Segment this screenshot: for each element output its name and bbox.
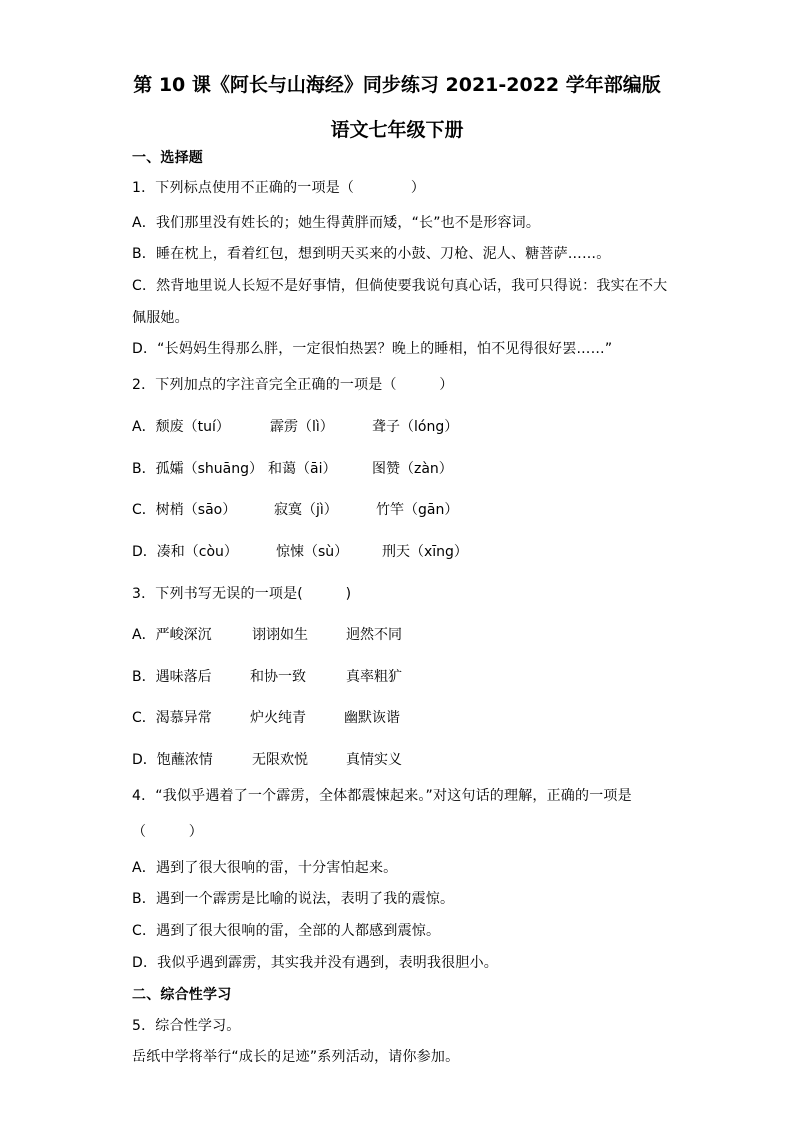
- question-4-stem: 4．“我似乎遇着了一个霹雳，全体都震悚起来。”对这句话的理解，正确的一项是: [132, 788, 632, 804]
- question-1-option-a: A．我们那里没有姓长的；她生得黄胖而矮，“长”也不是形容词。: [132, 215, 541, 231]
- option-item: 和协一致: [250, 669, 306, 685]
- section-heading-comprehensive: 二、综合性学习: [132, 987, 232, 1003]
- option-item: 真率粗犷: [346, 669, 402, 685]
- option-item: D．饱蘸浓情: [132, 752, 213, 768]
- option-item: 幽默诙谐: [344, 710, 400, 726]
- section-heading-choice: 一、选择题: [132, 150, 203, 166]
- option-item: 刑天（xīng）: [382, 544, 468, 560]
- document-title-line2: 语文七年级下册: [330, 119, 464, 141]
- option-item: B．遇味落后: [132, 669, 212, 685]
- question-1-stem: 1．下列标点使用不正确的一项是（ ）: [132, 180, 426, 196]
- option-item: 炉火纯青: [250, 710, 306, 726]
- option-item: 诩诩如生: [252, 627, 308, 643]
- question-1-option-c: C．然背地里说人长短不是好事情，但倘使要我说句真心话，我可只得说：我实在不大: [132, 278, 668, 294]
- question-2-stem: 2．下列加点的字注音完全正确的一项是（ ）: [132, 377, 454, 393]
- option-item: 图赞（zàn）: [372, 461, 453, 477]
- question-5-stem: 5．综合性学习。: [132, 1018, 241, 1034]
- question-1-option-c-continued: 佩服她。: [132, 310, 189, 326]
- option-item: 惊悚（sù）: [276, 544, 349, 560]
- option-item: 寂寞（jì）: [274, 502, 338, 518]
- option-item: C．渴慕异常: [132, 710, 212, 726]
- option-item: 和蔼（āi）: [268, 461, 337, 477]
- option-item: 真情实义: [346, 752, 402, 768]
- question-4-option-c: C．遇到了很大很响的雷，全部的人都感到震惊。: [132, 923, 441, 939]
- option-item: C．树梢（sāo）: [132, 502, 237, 518]
- document-title-line1: 第 10 课《阿长与山海经》同步练习 2021-2022 学年部编版: [133, 74, 661, 96]
- question-4-answer-blank: （ ）: [132, 824, 203, 840]
- option-item: A．颓废（tuí）: [132, 419, 230, 435]
- question-1-option-b: B．睡在枕上，看着红包，想到明天买来的小鼓、刀枪、泥人、糖菩萨……。: [132, 246, 611, 262]
- question-3-stem: 3．下列书写无误的一项是( ): [132, 586, 352, 602]
- question-4-option-a: A．遇到了很大很响的雷，十分害怕起来。: [132, 860, 398, 876]
- option-item: B．孤孀（shuāng）: [132, 461, 263, 477]
- question-4-option-d: D．我似乎遇到霹雳，其实我并没有遇到，表明我很胆小。: [132, 955, 498, 971]
- option-item: A．严峻深沉: [132, 627, 212, 643]
- option-item: 聋子（lóng）: [372, 419, 459, 435]
- question-1-option-d: D．“长妈妈生得那么胖，一定很怕热罢？晚上的睡相，怕不见得很好罢……”: [132, 341, 613, 357]
- option-item: 迥然不同: [346, 627, 402, 643]
- option-item: 竹竿（gān）: [376, 502, 459, 518]
- option-item: D．凑和（còu）: [132, 544, 238, 560]
- question-4-option-b: B．遇到一个霹雳是比喻的说法，表明了我的震惊。: [132, 891, 455, 907]
- option-item: 无限欢悦: [252, 752, 308, 768]
- question-5-text: 岳纸中学将举行“成长的足迹”系列活动，请你参加。: [132, 1049, 460, 1065]
- option-item: 霹雳（lì）: [270, 419, 334, 435]
